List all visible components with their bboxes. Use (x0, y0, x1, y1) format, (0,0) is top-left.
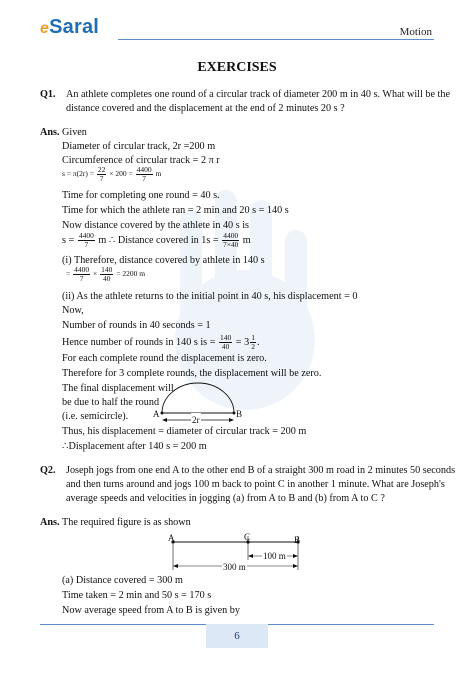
esaral-logo: eSaral (40, 16, 100, 38)
a1-equation-140s: = $\frac{4400}{7}$ × $\frac{140}{40}$ = 2200 m (66, 265, 146, 283)
q1-label: Q1. (40, 89, 56, 100)
fig2-label-300m: 300 m (223, 562, 246, 572)
header-rule (118, 39, 434, 40)
a1-line: Number of rounds in 40 seconds = 1 (62, 320, 211, 331)
a1-line: Time for completing one round = 40 s. (62, 190, 220, 201)
page-number: 6 (206, 624, 268, 648)
a1-line: (ii) As the athlete returns to the initial point in 40 s, his displacement = 0 (62, 291, 358, 302)
a1-equation-distance: s = $\frac{4400}{7}$ m ∴ Distance covered in 1s = $\frac{4400}{7\times 40}$ m (62, 231, 251, 249)
a1-line: ∴Displacement after 140 s = 200 m (62, 441, 207, 452)
q2-text-line1: Joseph jogs from one end A to the other end B of a straight 300 m road in 2 minutes 50 seconds (66, 465, 456, 476)
a1-equation-s: s = π(2r) = $\frac{22}{7}$ × 200 = $\frac{4400}{7}$ m (62, 165, 162, 183)
a1-line: Therefore for 3 complete rounds, the displacement will be zero. (62, 368, 322, 379)
a1-line: (i.e. semicircle). (62, 411, 129, 422)
page-title: EXERCISES (197, 60, 277, 75)
fig2-label-a: A (168, 533, 175, 543)
a1-line: Time for which the athlete ran = 2 min and 20 s = 140 s (62, 205, 289, 216)
fig2-label-100m: 100 m (263, 551, 286, 561)
q1-text-line1: An athlete completes one round of a circular track of diameter 200 m in 40 s. What will be the (66, 89, 450, 100)
q2-text-line2: and then turns around and jogs 100 m back to point C in another 1 minute. What are Joseph's (66, 479, 445, 490)
a1-line: Circumference of circular track = 2 π r (62, 155, 220, 166)
fig2-label-c: C (244, 532, 251, 542)
fig2-label-b: B (294, 535, 301, 545)
chapter-title: Motion (399, 26, 432, 38)
a1-label: Ans. (40, 127, 60, 138)
a1-line: Diameter of circular track, 2r =200 m (62, 141, 216, 152)
q1-text-line2: distance covered and the displacement at the end of 2 minutes 20 s ? (66, 103, 345, 114)
a1-line: Now distance covered by the athlete in 40 s is (62, 220, 250, 231)
a2-label: Ans. (40, 517, 60, 528)
fig1-label-a: A (153, 409, 160, 419)
a1-line: Thus, his displacement = diameter of circular track = 200 m (62, 426, 307, 437)
a1-line: (i) Therefore, distance covered by athlete in 140 s (62, 255, 265, 266)
a1-line: be due to half the round (62, 397, 160, 408)
a2-line: Now average speed from A to B is given by (62, 605, 240, 616)
q2-label: Q2. (40, 465, 56, 476)
a2-line: Time taken = 2 min and 50 s = 170 s (62, 590, 212, 601)
a2-line: (a) Distance covered = 300 m (62, 575, 183, 586)
fig1-label-b: B (236, 409, 243, 419)
a1-equation-rounds: Hence number of rounds in 140 s is = $\frac{140}{40}$ = 3 $\frac{1}{2}$ . (62, 333, 260, 351)
a2-line: The required figure is as shown (62, 517, 191, 528)
fig1-label-2r: 2r (192, 415, 200, 425)
a1-line: The final displacement will (62, 383, 174, 394)
a1-line: For each complete round the displacement is zero. (62, 353, 267, 364)
q2-text-line3: average speeds and velocities in jogging (a) from A to B and (b) from A to C ? (66, 493, 385, 504)
a1-line: Given (62, 127, 87, 138)
a1-line: Now, (62, 305, 84, 316)
